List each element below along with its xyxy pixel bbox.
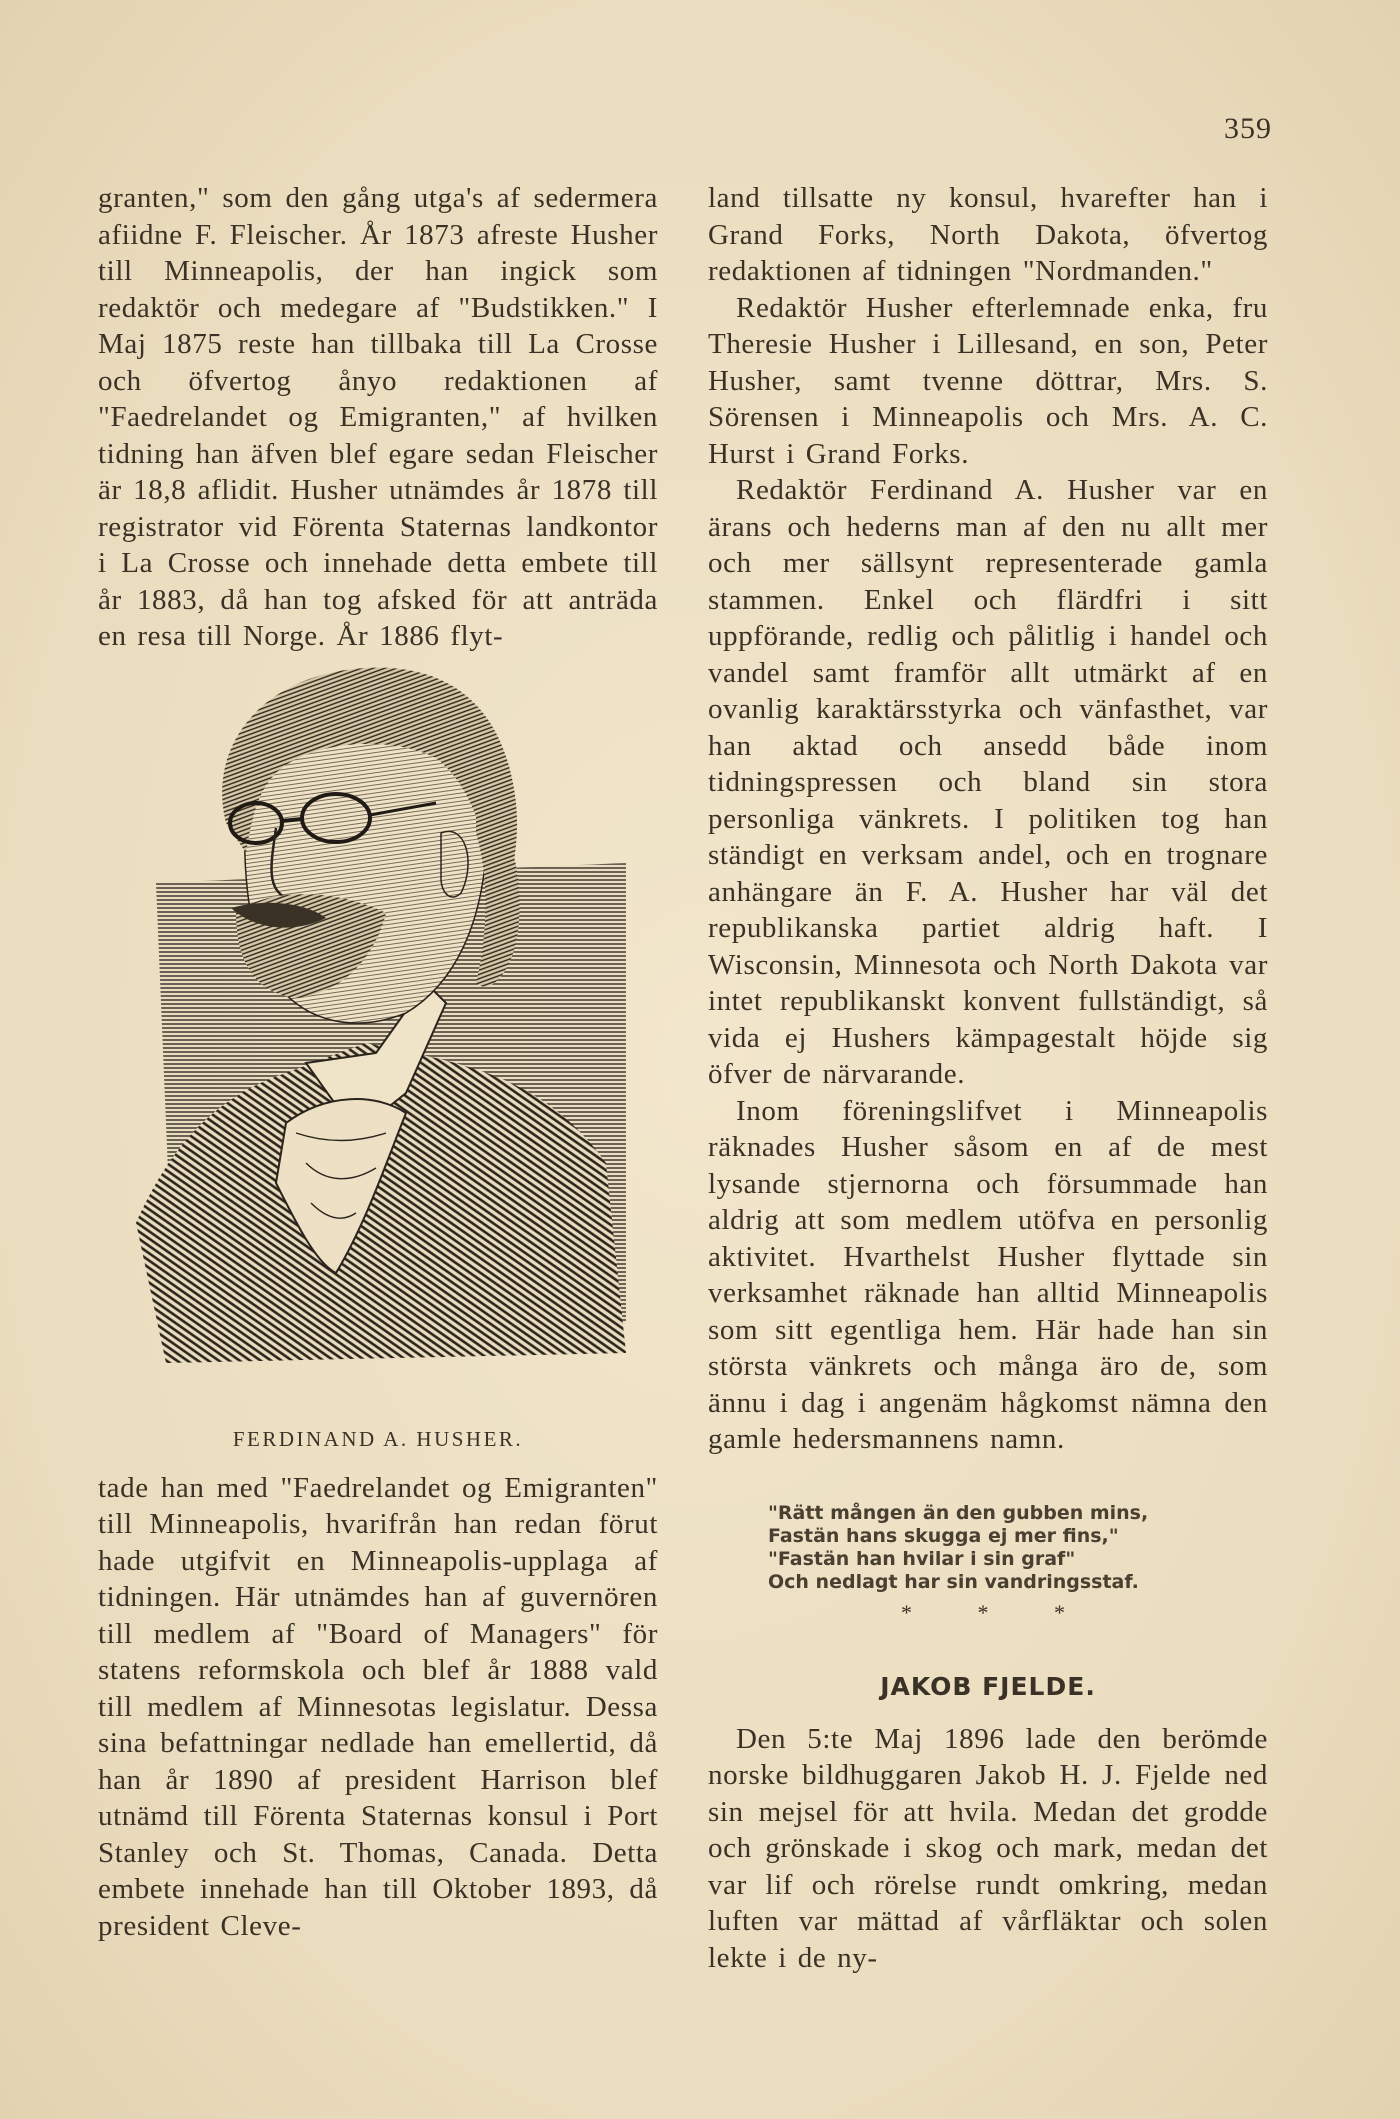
- poem-line: Fastän hans skugga ej mer fins,": [768, 1524, 1119, 1547]
- section-heading: JAKOB FJELDE.: [880, 1671, 1096, 1701]
- left-column: [98, 180, 658, 1944]
- section-divider-stars: * * *: [901, 1599, 1095, 1625]
- right-paragraph-5: Den 5:te Maj 1896 lade den berömde norske bildhuggaren Jakob H. J. Fjelde ned sin mejsel för att hvila. Medan det grodde och grönskade i skog och mark, medan det var lif och rörelse rundt omkring, medan luften var mättad af vårfläktar och solen lekte i de ny-: [708, 1722, 1268, 1974]
- poem-line: Och nedlagt har sin vandringsstaf.: [768, 1570, 1139, 1593]
- left-paragraph-1: granten," som den gång utga's af sedermera afiidne F. Fleischer. År 1873 afreste Husher till Minneapolis, der han ingick som redaktör och medegare af "Budstikken." I Maj 1875 reste han tillbaka till La Crosse och öfvertog ånyo redaktionen af "Faedrelandet og Emigranten," af hvilken tidning han äfven blef egare sedan Fleischer är 18,8 aflidit. Husher utnämdes år 1878 till registrator vid Förenta Staternas landkontor i La Crosse och innehade detta embete till år 1883, då han tog afsked för att anträda en resa till Norge. År 1886 flyt-: [98, 182, 658, 652]
- portrait-caption: FERDINAND A. HUSHER.: [232, 1426, 524, 1451]
- right-column: [708, 180, 1268, 1976]
- right-paragraph-1: land tillsatte ny konsul, hvarefter han i Grand Forks, North Dakota, öfvertog redaktionen af tidningen "Nordmanden.": [708, 182, 1268, 287]
- poem-line: "Rätt mången än den gubben mins,: [768, 1501, 1149, 1524]
- poem-line: "Fastän han hvilar i sin graf": [768, 1547, 1076, 1570]
- left-paragraph-2: tade han med "Faedrelandet og Emigranten" till Minneapolis, hvarifrån han redan förut hade utgifvit en Minneapolis-upplaga af tidningen. Här utnämdes han af guvernören till medlem af "Board of Managers" för statens reformskola och blef år 1888 vald till medlem af Minnesotas legislatur. Dessa sina befattningar nedlade han emellertid, då han år 1890 af president Harrison blef utnämd till Förenta Staternas konsul i Port Stanley och St. Thomas, Canada. Detta embete innehade han till Oktober 1893, då president Cleve-: [98, 1471, 658, 1942]
- right-paragraph-4: Inom föreningslifvet i Minneapolis räknades Husher såsom en af de mest lysande stjernorna och försummade han aldrig att som medlem utöfva en personlig aktivitet. Hvarthelst Husher flyttade sin verksamhet räknade han alltid Minneapolis som sitt egentliga hem. Här hade han sin största vänkrets och många äro de, som ännu i dag i angenäm hågkomst nämna den gamle hedersmannens namn.: [708, 1094, 1268, 1455]
- right-paragraph-2: Redaktör Husher efterlemnade enka, fru Theresie Husher i Lillesand, en son, Peter Husher, samt tvenne döttrar, Mrs. S. Sörensen i Minneapolis och Mrs. A. C. Hurst i Grand Forks.: [708, 291, 1268, 470]
- portrait-engraving: [136, 663, 626, 1393]
- poem-quote: [768, 1502, 1268, 1594]
- right-paragraph-3: Redaktör Ferdinand A. Husher var en ärans och hederns man af den nu allt mer och mer sällsynt representerade gamla stammen. Enkel och flärdfri i sitt uppförande, redlig och pålitlig i handel och vandel samt framför allt utmärkt af en ovanlig karaktärsstyrka och vänfasthet, var han aktad och ansedd både inom tidningspressen och bland sin stora personliga vänkrets. I politiken tog han ständigt en verksam andel, och en trognare anhängare än F. A. Husher har väl det republikanska partiet aldrig haft. I Wisconsin, Minnesota och North Dakota var intet republikanskt konvent fullständigt, så vida ej Hushers kämpagestalt höjde sig öfver de närvarande.: [708, 474, 1268, 1090]
- page-number: 359: [1224, 112, 1272, 145]
